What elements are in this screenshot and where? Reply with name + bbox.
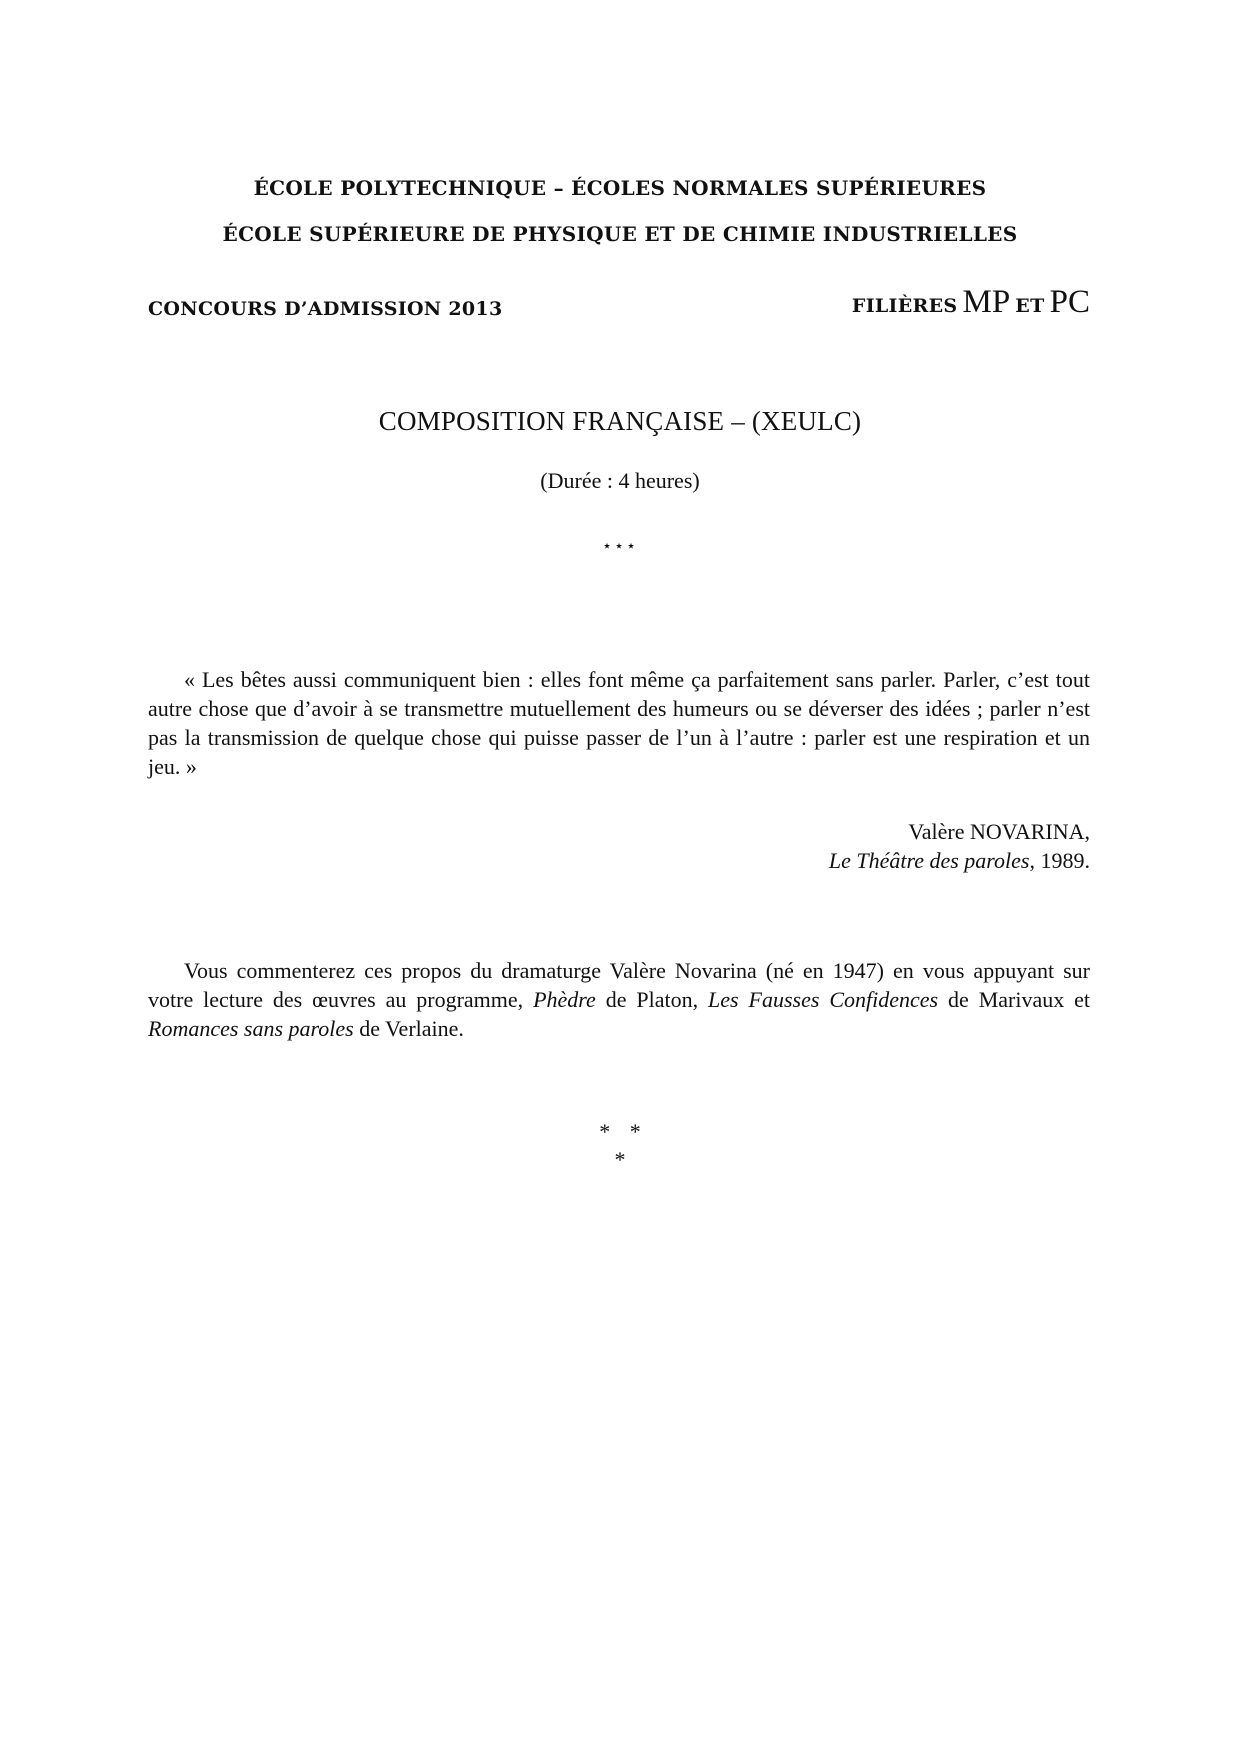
instruction-text-4: de Verlaine. [353,1016,464,1041]
quote-paragraph: « Les bêtes aussi communiquent bien : elles font même ça parfaitement sans parler. Parler, c’est tout autre chose que d’avoir à se transmettre mutuellement des humeurs ou se déverser des idées ; parler n’est pas la transmission de quelque chose qui puisse passer de l’un à l’autre : parler est une respiration et un jeu. » [148,667,1090,779]
filiere-pc: PC [1049,284,1090,320]
end-ornament-row-2: * [614,1147,626,1172]
attribution-author: Valère NOVARINA, [908,819,1090,844]
instruction-text-2: de Platon, [595,987,709,1012]
instruction-text-1: Vous commenterez ces propos du dramaturge Valère Novarina (né en 1947) en vous appuyant sur votre lecture des œuvres au programme, [148,958,1090,1012]
instruction-paragraph [148,956,1090,1043]
instruction-text-3: de Marivaux et [938,987,1091,1012]
end-ornament-row-1: * * [599,1119,641,1144]
work-fausses-confidences: Les Fausses Confidences [708,987,939,1012]
filiere-mp: MP [962,284,1011,320]
star-ornament: ⋆⋆⋆ [601,536,639,555]
concours-label: CONCOURS D’ADMISSION 2013 [148,298,503,320]
exam-title: COMPOSITION FRANÇAISE – (XEULC) [378,406,862,436]
work-romances: Romances sans paroles [148,1016,354,1041]
attribution-year: , 1989. [1029,848,1090,873]
attribution-work-title: Le Théâtre des paroles [828,848,1030,873]
filieres-word: FILIÈRES [851,295,958,317]
header-schools-line: ÉCOLE POLYTECHNIQUE – ÉCOLES NORMALES SUPÉRIEURES [253,176,987,200]
exam-duration: (Durée : 4 heures) [540,468,700,493]
filieres-label [852,284,1090,321]
work-phedre: Phèdre [533,987,596,1012]
end-ornament [0,1118,1240,1174]
attribution-work-line [829,846,1090,875]
quote-attribution [829,817,1090,875]
filieres-et: ET [1015,295,1045,317]
header-espci-line: ÉCOLE SUPÉRIEURE DE PHYSIQUE ET DE CHIMIE INDUSTRIELLES [222,222,1018,246]
